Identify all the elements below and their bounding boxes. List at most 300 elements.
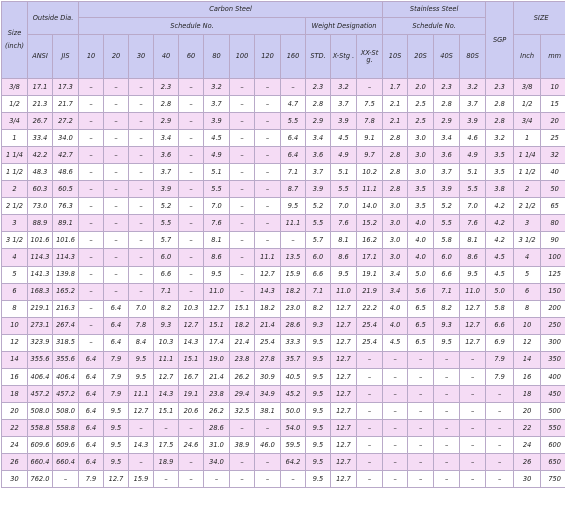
- cell-ss-80s: 8.1: [460, 232, 486, 249]
- cell-xstg: 4.5: [331, 130, 357, 147]
- cell-sch-10: 6.4: [79, 385, 104, 402]
- cell-xxstg: –: [357, 368, 383, 385]
- ss-schedule-80s-header: 80S: [460, 35, 486, 79]
- cell-jis: 42.7: [53, 147, 79, 164]
- pipe-schedule-table-container: [1, 1, 564, 525]
- cell-inch: 3/4: [514, 113, 541, 130]
- cell-std: 5.5: [306, 215, 331, 232]
- cell-ss-10s: 4.0: [383, 300, 408, 317]
- cell-ss-10s: 4.0: [383, 317, 408, 334]
- cell-inch: 12: [514, 334, 541, 351]
- cell-jis: 165.2: [53, 283, 79, 300]
- cell-sgp: 4.5: [486, 266, 514, 283]
- ss-schedule-20s-header: 20S: [408, 35, 434, 79]
- table-row: [2, 79, 565, 96]
- cell-xstg: 12.7: [331, 419, 357, 436]
- cell-xxstg: 19.1: [357, 266, 383, 283]
- cell-std: 9.5: [306, 368, 331, 385]
- cell-sch-160: 45.2: [281, 385, 306, 402]
- cell-ss-40s: 9.5: [434, 334, 460, 351]
- schedule-20-header: 20: [104, 35, 129, 79]
- cell-sch-40: –: [154, 419, 179, 436]
- cell-sch-40: –: [154, 471, 179, 488]
- cell-sch-60: –: [179, 454, 204, 471]
- cell-sch-40: 10.3: [154, 334, 179, 351]
- cell-mm: 550: [541, 419, 565, 436]
- cell-sch-80: 9.5: [204, 266, 230, 283]
- cell-mm: 90: [541, 232, 565, 249]
- cell-xstg: 12.7: [331, 351, 357, 368]
- cell-std: 9.5: [306, 334, 331, 351]
- cell-ss-80s: –: [460, 471, 486, 488]
- cell-ss-10s: 3.0: [383, 215, 408, 232]
- cell-mm: 600: [541, 436, 565, 453]
- schedule-120-header: 120: [255, 35, 281, 79]
- cell-ansi: 26.7: [28, 113, 53, 130]
- cell-jis: 318.5: [53, 334, 79, 351]
- cell-sch-10: –: [79, 96, 104, 113]
- cell-sch-10: 6.4: [79, 454, 104, 471]
- cell-sgp: 2.3: [486, 79, 514, 96]
- cell-sch-60: 24.6: [179, 436, 204, 453]
- cell-sch-30: –: [129, 215, 154, 232]
- cell-ansi: 273.1: [28, 317, 53, 334]
- cell-ss-10s: 1.7: [383, 79, 408, 96]
- cell-ss-80s: 3.7: [460, 96, 486, 113]
- cell-sch-10: –: [79, 283, 104, 300]
- cell-ansi: 406.4: [28, 368, 53, 385]
- cell-sch-120: 46.0: [255, 436, 281, 453]
- cell-ss-40s: 6.6: [434, 266, 460, 283]
- cell-sch-20: 7.9: [104, 368, 129, 385]
- cell-mm: 50: [541, 181, 565, 198]
- cell-ansi: 558.8: [28, 419, 53, 436]
- cell-ss-10s: 3.4: [383, 266, 408, 283]
- cell-ss-20s: –: [408, 419, 434, 436]
- cell-xstg: 7.6: [331, 215, 357, 232]
- cell-sch-160: 54.0: [281, 419, 306, 436]
- cell-sgp: 6.6: [486, 317, 514, 334]
- cell-sch-100: –: [230, 96, 255, 113]
- cell-inch: 2 1/2: [514, 198, 541, 215]
- cell-sch-30: –: [129, 113, 154, 130]
- cell-ansi: 60.3: [28, 181, 53, 198]
- cell-size: 1/2: [2, 96, 28, 113]
- cell-sch-30: –: [129, 130, 154, 147]
- cell-sch-20: –: [104, 198, 129, 215]
- cell-size: 20: [2, 402, 28, 419]
- cell-inch: 20: [514, 402, 541, 419]
- cell-sch-120: –: [255, 198, 281, 215]
- cell-sch-120: –: [255, 419, 281, 436]
- cell-inch: 3/8: [514, 79, 541, 96]
- cell-sch-30: 15.9: [129, 471, 154, 488]
- cell-sch-160: 23.0: [281, 300, 306, 317]
- size-right-header: SIZE: [514, 2, 565, 35]
- table-row: [2, 454, 565, 471]
- cell-size: 1: [2, 130, 28, 147]
- cell-sch-120: –: [255, 215, 281, 232]
- cell-sch-120: 21.4: [255, 317, 281, 334]
- cell-jis: 216.3: [53, 300, 79, 317]
- size-unit-label: (inch): [5, 42, 24, 50]
- cell-sch-10: –: [79, 266, 104, 283]
- cell-sch-120: –: [255, 147, 281, 164]
- cell-size: 26: [2, 454, 28, 471]
- cell-sch-80: 15.1: [204, 317, 230, 334]
- cell-mm: 350: [541, 351, 565, 368]
- cell-ss-40s: –: [434, 419, 460, 436]
- cell-xstg: 12.7: [331, 402, 357, 419]
- cell-sch-20: –: [104, 130, 129, 147]
- cell-xxstg: –: [357, 79, 383, 96]
- cell-sch-120: –: [255, 454, 281, 471]
- cell-xxstg: 14.0: [357, 198, 383, 215]
- cell-sgp: 2.8: [486, 96, 514, 113]
- cell-xxstg: –: [357, 419, 383, 436]
- cell-ss-20s: –: [408, 471, 434, 488]
- cell-inch: 6: [514, 283, 541, 300]
- cell-xstg: 12.7: [331, 436, 357, 453]
- cell-sch-160: 7.1: [281, 164, 306, 181]
- cell-sch-160: 33.3: [281, 334, 306, 351]
- cell-mm: 300: [541, 334, 565, 351]
- cell-sch-80: 5.5: [204, 181, 230, 198]
- cell-sch-40: 15.1: [154, 402, 179, 419]
- cell-sgp: –: [486, 454, 514, 471]
- cell-sch-100: –: [230, 249, 255, 266]
- cell-sgp: 5.0: [486, 283, 514, 300]
- cell-sch-160: 8.7: [281, 181, 306, 198]
- cell-size: 24: [2, 436, 28, 453]
- table-row: [2, 96, 565, 113]
- cell-sch-30: –: [129, 283, 154, 300]
- cell-jis: 558.8: [53, 419, 79, 436]
- cell-xstg: 8.1: [331, 232, 357, 249]
- cell-ss-20s: –: [408, 454, 434, 471]
- cell-xxstg: 11.1: [357, 181, 383, 198]
- mm-header: mm: [541, 35, 565, 79]
- cell-sch-120: –: [255, 232, 281, 249]
- cell-ss-80s: –: [460, 454, 486, 471]
- cell-sch-40: 18.9: [154, 454, 179, 471]
- cell-sgp: –: [486, 436, 514, 453]
- table-row: [2, 436, 565, 453]
- cell-ss-80s: 5.5: [460, 181, 486, 198]
- cell-sch-20: –: [104, 79, 129, 96]
- cell-ss-20s: 2.5: [408, 96, 434, 113]
- cell-ss-40s: 5.5: [434, 215, 460, 232]
- cell-xxstg: 17.1: [357, 249, 383, 266]
- cell-size: 30: [2, 471, 28, 488]
- cell-size: 16: [2, 368, 28, 385]
- cell-sch-100: –: [230, 164, 255, 181]
- cell-sch-60: –: [179, 113, 204, 130]
- cell-mm: 100: [541, 249, 565, 266]
- cell-std: 9.5: [306, 385, 331, 402]
- cell-mm: 150: [541, 283, 565, 300]
- cell-sch-100: –: [230, 232, 255, 249]
- cell-xxstg: –: [357, 454, 383, 471]
- cell-jis: 21.7: [53, 96, 79, 113]
- cell-ss-10s: –: [383, 351, 408, 368]
- cell-ss-80s: 8.6: [460, 249, 486, 266]
- cell-sch-30: 11.1: [129, 385, 154, 402]
- table-row: [2, 113, 565, 130]
- cell-sch-80: 17.4: [204, 334, 230, 351]
- cell-std: 9.5: [306, 471, 331, 488]
- cell-sch-30: 14.3: [129, 436, 154, 453]
- cell-sch-10: 6.4: [79, 402, 104, 419]
- cell-xxstg: –: [357, 402, 383, 419]
- xxstg-header: XX-St g.: [357, 35, 383, 79]
- cell-sgp: –: [486, 402, 514, 419]
- table-row: [2, 317, 565, 334]
- cell-sch-80: 26.2: [204, 402, 230, 419]
- cell-mm: 15: [541, 96, 565, 113]
- cell-sch-20: 9.5: [104, 454, 129, 471]
- cell-ss-10s: 4.5: [383, 334, 408, 351]
- cell-jis: 114.3: [53, 249, 79, 266]
- carbon-steel-header: Carbon Steel: [79, 2, 383, 18]
- cell-sch-30: 9.5: [129, 368, 154, 385]
- cell-ss-10s: 3.0: [383, 198, 408, 215]
- std-header: STD.: [306, 35, 331, 79]
- cell-ss-20s: 3.0: [408, 164, 434, 181]
- cell-xstg: 9.5: [331, 266, 357, 283]
- cell-size: 18: [2, 385, 28, 402]
- cell-xstg: 3.9: [331, 113, 357, 130]
- cell-ansi: 73.0: [28, 198, 53, 215]
- cell-std: 9.5: [306, 402, 331, 419]
- cell-size: 1 1/2: [2, 164, 28, 181]
- cell-inch: 3: [514, 215, 541, 232]
- cell-sch-20: –: [104, 232, 129, 249]
- cell-jis: –: [53, 471, 79, 488]
- cell-sch-60: –: [179, 181, 204, 198]
- cell-sch-40: 3.9: [154, 181, 179, 198]
- cell-sch-160: 4.7: [281, 96, 306, 113]
- cell-ss-80s: 3.2: [460, 79, 486, 96]
- cell-mm: 25: [541, 130, 565, 147]
- cell-size: 12: [2, 334, 28, 351]
- cell-ss-40s: –: [434, 471, 460, 488]
- cell-size: 14: [2, 351, 28, 368]
- cell-ss-40s: 3.4: [434, 130, 460, 147]
- cell-size: 3/8: [2, 79, 28, 96]
- cell-jis: 457.2: [53, 385, 79, 402]
- cell-ss-40s: 5.8: [434, 232, 460, 249]
- cell-sch-100: –: [230, 130, 255, 147]
- cell-ss-20s: 3.5: [408, 198, 434, 215]
- cell-sch-60: 20.6: [179, 402, 204, 419]
- cell-ss-40s: –: [434, 351, 460, 368]
- cell-jis: 27.2: [53, 113, 79, 130]
- cell-size: 5: [2, 266, 28, 283]
- cell-sgp: 7.9: [486, 351, 514, 368]
- cell-inch: 1 1/2: [514, 164, 541, 181]
- cell-sch-40: 3.4: [154, 130, 179, 147]
- cell-ansi: 21.3: [28, 96, 53, 113]
- pipe-schedule-table: [1, 1, 565, 488]
- cell-sch-30: –: [129, 164, 154, 181]
- cell-ss-20s: –: [408, 436, 434, 453]
- cell-sch-10: 6.4: [79, 368, 104, 385]
- cell-ss-40s: 2.8: [434, 96, 460, 113]
- cell-sch-120: 18.2: [255, 300, 281, 317]
- table-row: [2, 181, 565, 198]
- cell-ss-80s: –: [460, 402, 486, 419]
- cell-xstg: 12.7: [331, 368, 357, 385]
- cell-jis: 660.4: [53, 454, 79, 471]
- cell-sch-40: 2.3: [154, 79, 179, 96]
- table-row: [2, 215, 565, 232]
- cell-ss-20s: 2.0: [408, 79, 434, 96]
- cell-sch-100: –: [230, 454, 255, 471]
- cell-sch-30: –: [129, 232, 154, 249]
- cell-sch-40: 6.0: [154, 249, 179, 266]
- cell-ss-80s: 11.0: [460, 283, 486, 300]
- cell-ss-40s: 9.3: [434, 317, 460, 334]
- cell-sgp: 6.9: [486, 334, 514, 351]
- cell-sch-80: 5.1: [204, 164, 230, 181]
- cell-sch-20: 9.5: [104, 436, 129, 453]
- cell-sch-10: 6.4: [79, 419, 104, 436]
- cell-sgp: 4.2: [486, 232, 514, 249]
- cell-mm: 40: [541, 164, 565, 181]
- cell-sch-20: 6.4: [104, 300, 129, 317]
- cell-sch-20: 9.5: [104, 419, 129, 436]
- cell-ss-40s: 8.2: [434, 300, 460, 317]
- cell-sch-160: 40.5: [281, 368, 306, 385]
- cell-sch-60: –: [179, 130, 204, 147]
- cell-mm: 250: [541, 317, 565, 334]
- cell-sch-80: 19.0: [204, 351, 230, 368]
- cell-mm: 200: [541, 300, 565, 317]
- cell-size: 8: [2, 300, 28, 317]
- cell-mm: 20: [541, 113, 565, 130]
- cell-jis: 101.6: [53, 232, 79, 249]
- cell-sch-20: 7.9: [104, 385, 129, 402]
- cell-ansi: 101.6: [28, 232, 53, 249]
- cell-jis: 60.5: [53, 181, 79, 198]
- cell-sch-120: 34.9: [255, 385, 281, 402]
- cell-sch-20: –: [104, 215, 129, 232]
- cell-jis: 89.1: [53, 215, 79, 232]
- cell-std: 5.7: [306, 232, 331, 249]
- schedule-160-header: 160: [281, 35, 306, 79]
- table-row: [2, 147, 565, 164]
- cell-sch-30: –: [129, 266, 154, 283]
- ss-schedule-10s-header: 10S: [383, 35, 408, 79]
- cell-mm: 400: [541, 368, 565, 385]
- cell-sch-20: –: [104, 96, 129, 113]
- cell-std: 6.0: [306, 249, 331, 266]
- cell-xxstg: 7.8: [357, 113, 383, 130]
- cell-sch-60: –: [179, 232, 204, 249]
- cell-sch-60: –: [179, 249, 204, 266]
- table-row: [2, 249, 565, 266]
- cell-ss-10s: 2.1: [383, 113, 408, 130]
- cell-xxstg: 21.9: [357, 283, 383, 300]
- cell-jis: 48.6: [53, 164, 79, 181]
- cell-sch-120: –: [255, 130, 281, 147]
- cell-sch-100: –: [230, 215, 255, 232]
- cell-ss-80s: 12.7: [460, 334, 486, 351]
- cell-ss-10s: 2.8: [383, 181, 408, 198]
- cell-sch-160: –: [281, 471, 306, 488]
- cell-sch-20: –: [104, 164, 129, 181]
- cell-sch-80: 3.2: [204, 79, 230, 96]
- cell-xstg: 11.0: [331, 283, 357, 300]
- cell-ss-40s: –: [434, 368, 460, 385]
- cell-size: 4: [2, 249, 28, 266]
- cell-xxstg: –: [357, 351, 383, 368]
- cell-ansi: 762.0: [28, 471, 53, 488]
- cell-mm: 450: [541, 385, 565, 402]
- cell-ansi: 508.0: [28, 402, 53, 419]
- cell-sch-10: –: [79, 147, 104, 164]
- cell-ss-40s: –: [434, 385, 460, 402]
- cell-ansi: 33.4: [28, 130, 53, 147]
- table-row: [2, 385, 565, 402]
- cell-ss-20s: 5.0: [408, 266, 434, 283]
- cell-sgp: 7.9: [486, 368, 514, 385]
- cell-sch-60: –: [179, 164, 204, 181]
- cell-std: 9.5: [306, 419, 331, 436]
- cell-ss-40s: 3.6: [434, 147, 460, 164]
- cell-sch-100: 18.2: [230, 317, 255, 334]
- cell-sch-120: 14.3: [255, 283, 281, 300]
- cell-sgp: 4.5: [486, 249, 514, 266]
- xstg-header: X-Stg .: [331, 35, 357, 79]
- cell-jis: 76.3: [53, 198, 79, 215]
- cell-sch-80: 8.1: [204, 232, 230, 249]
- cell-ss-10s: –: [383, 419, 408, 436]
- cell-sgp: 3.2: [486, 130, 514, 147]
- table-row: [2, 368, 565, 385]
- cell-ansi: 168.3: [28, 283, 53, 300]
- cell-ss-40s: 3.7: [434, 164, 460, 181]
- cell-xstg: 12.7: [331, 471, 357, 488]
- ss-schedule-40s-header: 40S: [434, 35, 460, 79]
- cell-sch-80: 34.0: [204, 454, 230, 471]
- cell-inch: 22: [514, 419, 541, 436]
- cell-sgp: 4.2: [486, 198, 514, 215]
- cell-sch-40: 7.1: [154, 283, 179, 300]
- cell-ansi: 141.3: [28, 266, 53, 283]
- cell-ss-10s: 3.0: [383, 249, 408, 266]
- cell-xxstg: 25.4: [357, 334, 383, 351]
- cell-sch-160: 18.2: [281, 283, 306, 300]
- table-row: [2, 419, 565, 436]
- cell-ss-80s: –: [460, 351, 486, 368]
- cell-sch-40: 3.7: [154, 164, 179, 181]
- cell-ansi: 323.9: [28, 334, 53, 351]
- cell-sch-20: 7.9: [104, 351, 129, 368]
- table-row: [2, 164, 565, 181]
- cell-sch-20: 12.7: [104, 471, 129, 488]
- cell-ss-20s: 4.0: [408, 249, 434, 266]
- cell-sch-60: 14.3: [179, 334, 204, 351]
- cell-sch-30: 7.8: [129, 317, 154, 334]
- ss-schedule-no-header: Schedule No.: [383, 18, 486, 35]
- cell-xstg: 8.6: [331, 249, 357, 266]
- cell-sch-60: –: [179, 96, 204, 113]
- cell-inch: 3 1/2: [514, 232, 541, 249]
- cell-size: 3 1/2: [2, 232, 28, 249]
- cell-mm: 10: [541, 79, 565, 96]
